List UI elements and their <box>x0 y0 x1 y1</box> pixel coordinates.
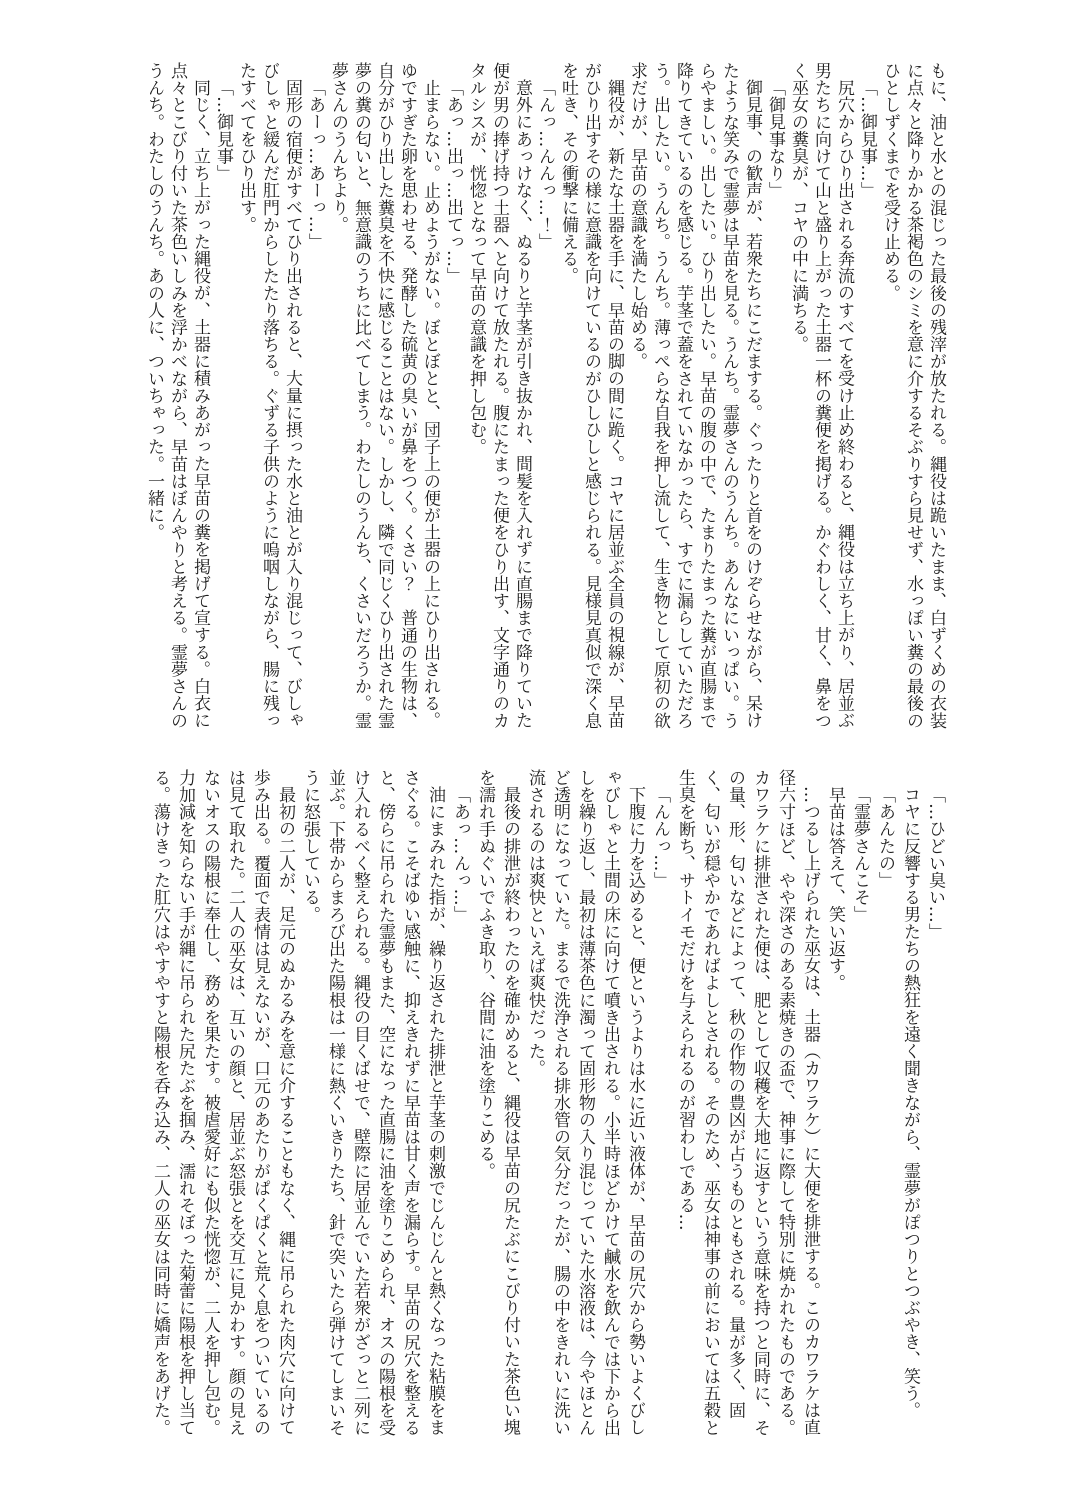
paragraph: 固形の宿便がすべてひり出されると、大量に摂った水と油とが入り混じって、びしゃびしゃと緩んだ肛門からしたたり落ちる。ぐずる子供のように嗚咽しながら、腸に残ったすべてをひり出す。 <box>236 62 302 729</box>
paragraph: 「あーっ…あーっ…」 <box>305 79 325 250</box>
paragraph: 「…御見事…」 <box>857 79 877 199</box>
paragraph: 「あっ…出っ…出てっ…」 <box>443 79 463 285</box>
paragraph: 「んんっ…」 <box>650 786 670 889</box>
paragraph: 「御見事なり」 <box>765 79 785 199</box>
paragraph: 「霊夢さんこそ」 <box>850 786 870 923</box>
paragraph: 尻穴からひり出される奔流のすべてを受け止め終わると、縄役は立ち上がり、居並ぶ男たちに向けて山と盛り上がった土器一杯の糞便を掲げる。かぐわしく、甘く、鼻をつく巫女の糞臭が、コヤの中に満ちる。 <box>788 62 854 729</box>
paragraph: 同じく、立ち上がった縄役が、土器に積みあがった早苗の糞を掲げて宣する。白衣に点々とこびり付いた茶色いしみを浮かべながら、早苗はぼんやりと考える。霊夢さんのうんち。わたしのうんち。あの人に、ついちゃった。一緒に。 <box>144 62 210 729</box>
paragraph: 早苗は答えて、笑い返す。 <box>825 786 845 992</box>
paragraph: 意外にあっけなく、ぬるりと芋茎が引き抜かれ、間髪を入れずに直腸まで降りていた便が男の捧げ持つ土器へと向けて放たれる。腹にたまった便をひり出す、文字通りのカタルシスが、恍惚となって早苗の意識を押し包む。 <box>466 62 532 729</box>
paragraph: 「あんたの」 <box>875 786 895 889</box>
paragraph: 縄役が、新たな土器を手に、早苗の脚の間に跪く。コヤに居並ぶ全員の視線が、早苗がひり出すその様に意識を向けているのがひしひしと感じられる。見様見真似で深く息を吐き、その衝撃に備える。 <box>558 62 624 729</box>
paragraph: もに、油と水との混じった最後の残滓が放たれる。縄役は跪いたまま、白ずくめの衣装に点々と降りかかる茶褐色のシミを意に介するそぶりすら見せず、水っぽい糞の最後のひとしずくまでを受け止める。 <box>880 62 946 729</box>
paragraph: 「…御見事」 <box>213 79 233 182</box>
paragraph: …つるし上げられた巫女は、土器（カワラケ）に大便を排泄する。このカワラケは直径六寸ほど、やや深さのある素焼きの盃で、神事に際して特別に焼かれたものである。カワラケに排泄された便は、肥として収穫を大地に返すという意味を持つと同時に、その量、形、匂いなどによって、秋の作物の豊凶が占うものともされる。量が多く、固く、匂いが穏やかであればよしとされる。そのため、巫女は神事の前においては五穀と生臭を断ち、サトイモだけを与えられるのが習わしである… <box>675 769 820 1436</box>
paragraph: 止まらない。止めようがない。ぼとぼとと、団子上の便が土器の上にひり出される。ゆですぎた卵を思わせる、発酵した硫黄の臭いが鼻をつく。くさい？ 普通の生物は、自分がひり出した糞臭を不快に感じることはない。しかし、隣で同じくひり出された霊夢の糞の匂いと、無意識のうちに比べてしまう。わたしのうんち、くさいだろうか。霊夢さんのうんちより。 <box>328 62 440 729</box>
paragraph: 最後の排泄が終わったのを確かめると、縄役は早苗の尻たぶにこびり付いた茶色い塊を濡れ手ぬぐいでふき取り、谷間に油を塗りこめる。 <box>475 769 520 1436</box>
vertical-text-block-top <box>142 62 947 732</box>
paragraph: 下腹に力を込めると、便というよりは水に近い液体が、早苗の尻穴から勢いよくびしゃびしゃと土間の床に向けて噴き出される。小半時ほどかけて鹹水を飲んでは下から出しを繰り返し、最初は薄茶色に濁って固形物の入り混じっていた水溶液は、今やほとんど透明になっていた。まるで洗浄される排水管の気分だったが、腸の中をきれいに洗い流されるのは爽快といえば爽快だった。 <box>525 769 645 1436</box>
paragraph: 御見事、の歓声が、若衆たちにこだまする。ぐったりと首をのけぞらせながら、呆けたような笑みで霊夢は早苗を見る。うんち。霊夢さんのうんち。あんなにいっぱい。うらやましい。出したい。ひり出したい。早苗の腹の中で、たまりたまった糞が直腸まで降りてきているのを感じる。芋茎で蓋をされていなかったら、すでに漏らしていただろう。出したい。うんち。うんち。薄っぺらな自我を押し流して、生き物として原初の欲求だけが、早苗の意識を満たし始める。 <box>627 62 762 729</box>
paragraph: コヤに反響する男たちの熱狂を遠く聞きながら、霊夢がぽつりとつぶやき、笑う。 <box>900 786 920 1419</box>
paragraph: 油にまみれた指が、繰り返された排泄と芋茎の刺激でじんじんと熱くなった粘膜をまさぐる。こそばゆい感触に、抑えきれずに早苗は甘く声を漏らす。早苗の尻穴を整えると、傍らに吊られた霊夢もまた、空になった直腸に油を塗りこめられ、オスの陽根を受け入れるべく整えられる。縄役の目くばせで、壁際に居並んでいた若衆がざっと二列に並ぶ。下帯からまろび出た陽根は一様に熱くいきりたち、針で突いたら弾けてしまいそうに怒張している。 <box>300 769 445 1436</box>
vertical-text-block-bottom <box>147 769 947 1439</box>
paragraph: 「んっ…んんっ…！」 <box>535 79 555 250</box>
paragraph: 「あっ…んっ…」 <box>450 786 470 923</box>
paragraph: 「…ひどい臭い…」 <box>925 786 945 940</box>
paragraph: 最初の二人が、足元のぬかるみを意に介することもなく、縄に吊られた肉穴に向けて歩み出る。覆面で表情は見えないが、口元のあたりがぱくぱくと荒く息をついているのは見て取れた。二人の巫女は、互いの顔と、居並ぶ怒張とを交互に見かわす。顔の見えないオスの陽根に奉仕し、務めを果たす。被虐愛好にも似た恍惚が、二人を押し包む。力加減を知らない手が縄に吊られた尻たぶを掴み、濡れそぼった菊蕾に陽根を押し当てる。蕩けきった肛穴はやすやすと陽根を呑み込み、二人の巫女は同時に嬌声をあげた。 <box>150 769 295 1436</box>
